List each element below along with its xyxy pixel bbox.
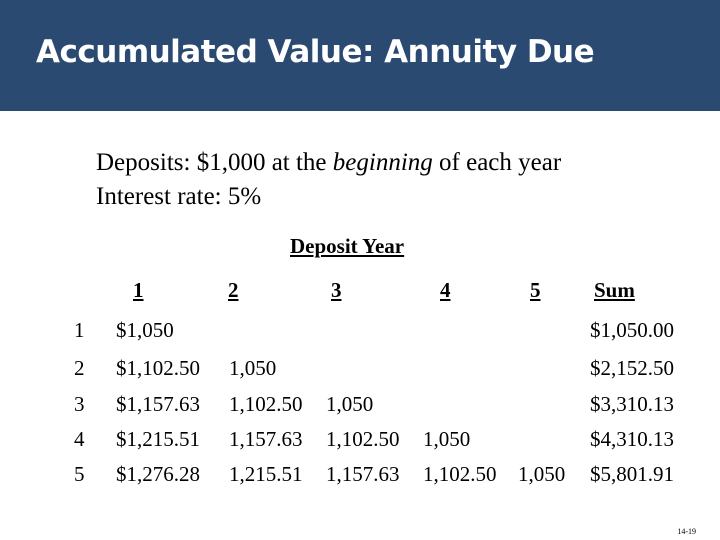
table-cell: $1,157.63 bbox=[116, 392, 200, 416]
interest-rate-line: Interest rate: 5% bbox=[96, 183, 262, 210]
title-bar bbox=[0, 0, 720, 111]
table-cell: $1,276.28 bbox=[116, 462, 200, 486]
table-cell: 1,102.50 bbox=[229, 392, 303, 416]
sum-cell: $2,152.50 bbox=[590, 356, 674, 380]
table-cell: $1,050 bbox=[116, 318, 174, 342]
row-label: 1 bbox=[74, 318, 85, 342]
column-header-1: 1 bbox=[133, 278, 144, 302]
table-cell: 1,050 bbox=[229, 356, 277, 380]
table-cell: 1,102.50 bbox=[423, 462, 497, 486]
sum-cell: $1,050.00 bbox=[590, 318, 674, 342]
deposits-prefix: Deposits: $1,000 at the bbox=[96, 149, 333, 176]
table-cell: 1,215.51 bbox=[229, 462, 303, 486]
column-header-3: 3 bbox=[331, 278, 342, 302]
table-cell: 1,102.50 bbox=[326, 427, 400, 451]
deposits-emphasis: beginning bbox=[332, 149, 433, 176]
slide-number: 14-19 bbox=[677, 527, 696, 536]
deposit-year-header: Deposit Year bbox=[290, 234, 405, 258]
sum-cell: $5,801.91 bbox=[590, 462, 674, 486]
row-label: 3 bbox=[74, 392, 85, 416]
column-header-2: 2 bbox=[228, 278, 239, 302]
sum-cell: $3,310.13 bbox=[590, 392, 674, 416]
column-header-4: 4 bbox=[440, 278, 451, 302]
table-cell: 1,157.63 bbox=[229, 427, 303, 451]
slide-title: Accumulated Value: Annuity Due bbox=[36, 34, 595, 70]
table-cell: 1,050 bbox=[423, 427, 471, 451]
sum-cell: $4,310.13 bbox=[590, 427, 674, 451]
column-header-sum: Sum bbox=[594, 278, 635, 302]
table-cell: $1,102.50 bbox=[116, 356, 200, 380]
table-cell: 1,157.63 bbox=[326, 462, 400, 486]
table-cell: 1,050 bbox=[326, 392, 374, 416]
row-label: 4 bbox=[74, 427, 85, 451]
table-cell: $1,215.51 bbox=[116, 427, 200, 451]
intro-text bbox=[96, 146, 561, 214]
deposits-suffix: of each year bbox=[432, 149, 562, 176]
column-header-5: 5 bbox=[530, 278, 541, 302]
deposits-line bbox=[96, 146, 561, 180]
row-label: 2 bbox=[74, 356, 85, 380]
row-label: 5 bbox=[74, 462, 85, 486]
table-cell: 1,050 bbox=[518, 462, 566, 486]
